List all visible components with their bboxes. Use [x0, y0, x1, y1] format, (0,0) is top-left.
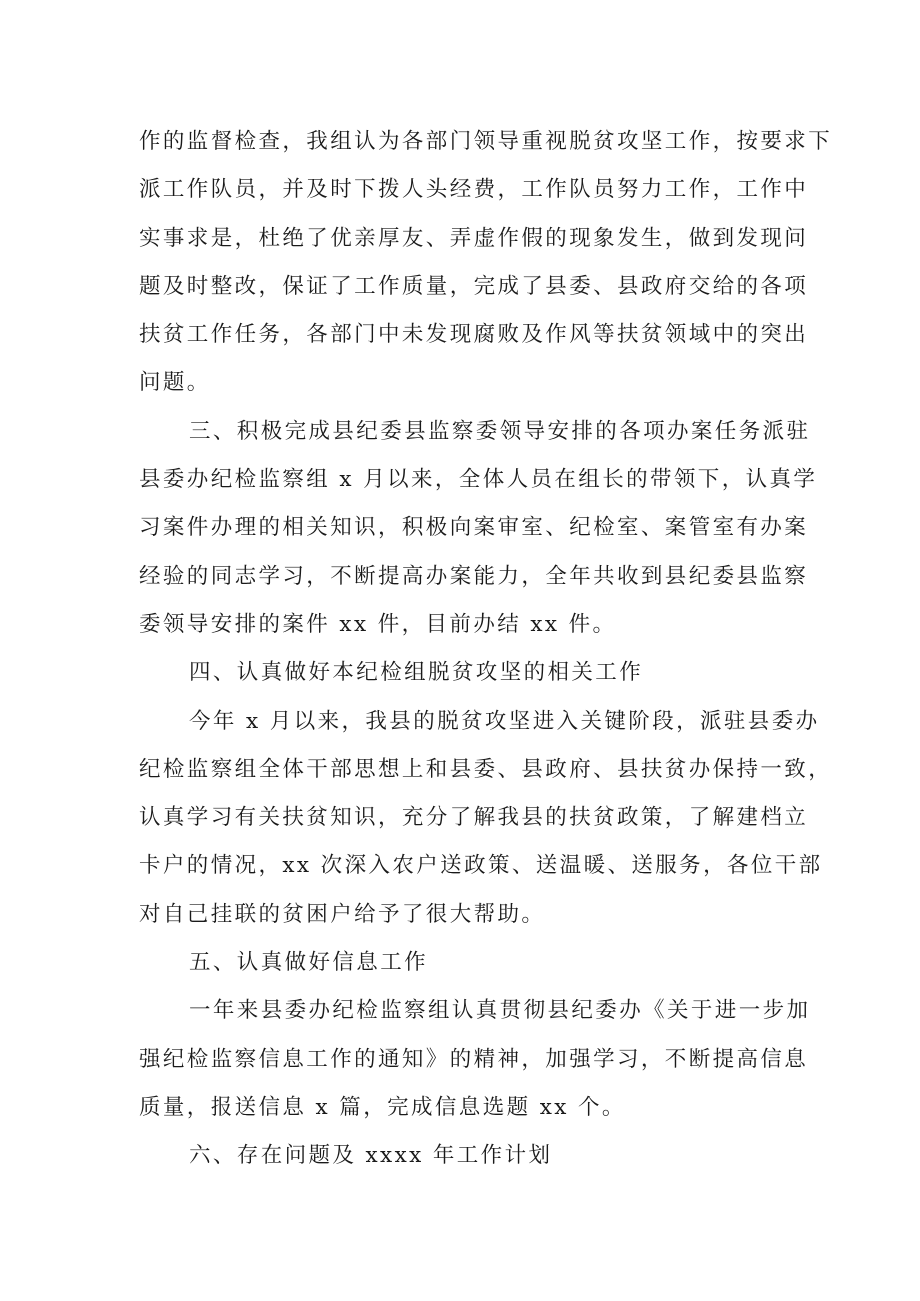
text-line: 对自己挂联的贫困户给予了很大帮助。: [139, 901, 546, 927]
text-line: 质量，报送信息 x 篇，完成信息选题 xx 个。: [139, 1094, 626, 1120]
text-line: 纪检监察组全体干部思想上和县委、县政府、县扶贫办保持一致，: [139, 756, 833, 782]
text-line: 问题。: [139, 370, 211, 396]
text-line: 派工作队员，并及时下拨人头经费，工作队员努力工作，工作中: [139, 177, 809, 203]
section-heading-6: 六、存在问题及 xxxx 年工作计划: [189, 1143, 553, 1169]
text-line: 县委办纪检监察组 x 月以来，全体人员在组长的带领下，认真学: [139, 467, 818, 493]
section-heading-3: 三、积极完成县纪委县监察委领导安排的各项办案任务派驻: [189, 418, 811, 444]
text-line: 扶贫工作任务，各部门中未发现腐败及作风等扶贫领域中的突出: [139, 322, 809, 348]
section-heading-5: 五、认真做好信息工作: [189, 950, 429, 976]
text-line: 题及时整改，保证了工作质量，完成了县委、县政府交给的各项: [139, 273, 809, 299]
text-line: 作的监督检查，我组认为各部门领导重视脱贫攻坚工作，按要求下: [139, 129, 833, 154]
section-heading-4: 四、认真做好本纪检组脱贫攻坚的相关工作: [189, 660, 644, 686]
document-body: [139, 118, 833, 1181]
text-line: 实事求是，杜绝了优亲厚友、弄虚作假的现象发生，做到发现问: [139, 225, 809, 251]
paragraph-start: 一年来县委办纪检监察组认真贯彻县纪委办《关于进一步加: [189, 998, 811, 1024]
text-line: 认真学习有关扶贫知识，充分了解我县的扶贫政策，了解建档立: [139, 805, 809, 831]
text-line: 习案件办理的相关知识，积极向案审室、纪检室、案管室有办案: [139, 515, 809, 541]
paragraph-start: 今年 x 月以来，我县的脱贫攻坚进入关键阶段，派驻县委办: [189, 708, 820, 734]
text-line: 卡户的情况，xx 次深入农户送政策、送温暖、送服务，各位干部: [139, 853, 823, 879]
text-line: 经验的同志学习，不断提高办案能力，全年共收到县纪委县监察: [139, 563, 809, 589]
text-line: 强纪检监察信息工作的通知》的精神，加强学习，不断提高信息: [139, 1046, 809, 1072]
text-line: 委领导安排的案件 xx 件，目前办结 xx 件。: [139, 611, 617, 637]
